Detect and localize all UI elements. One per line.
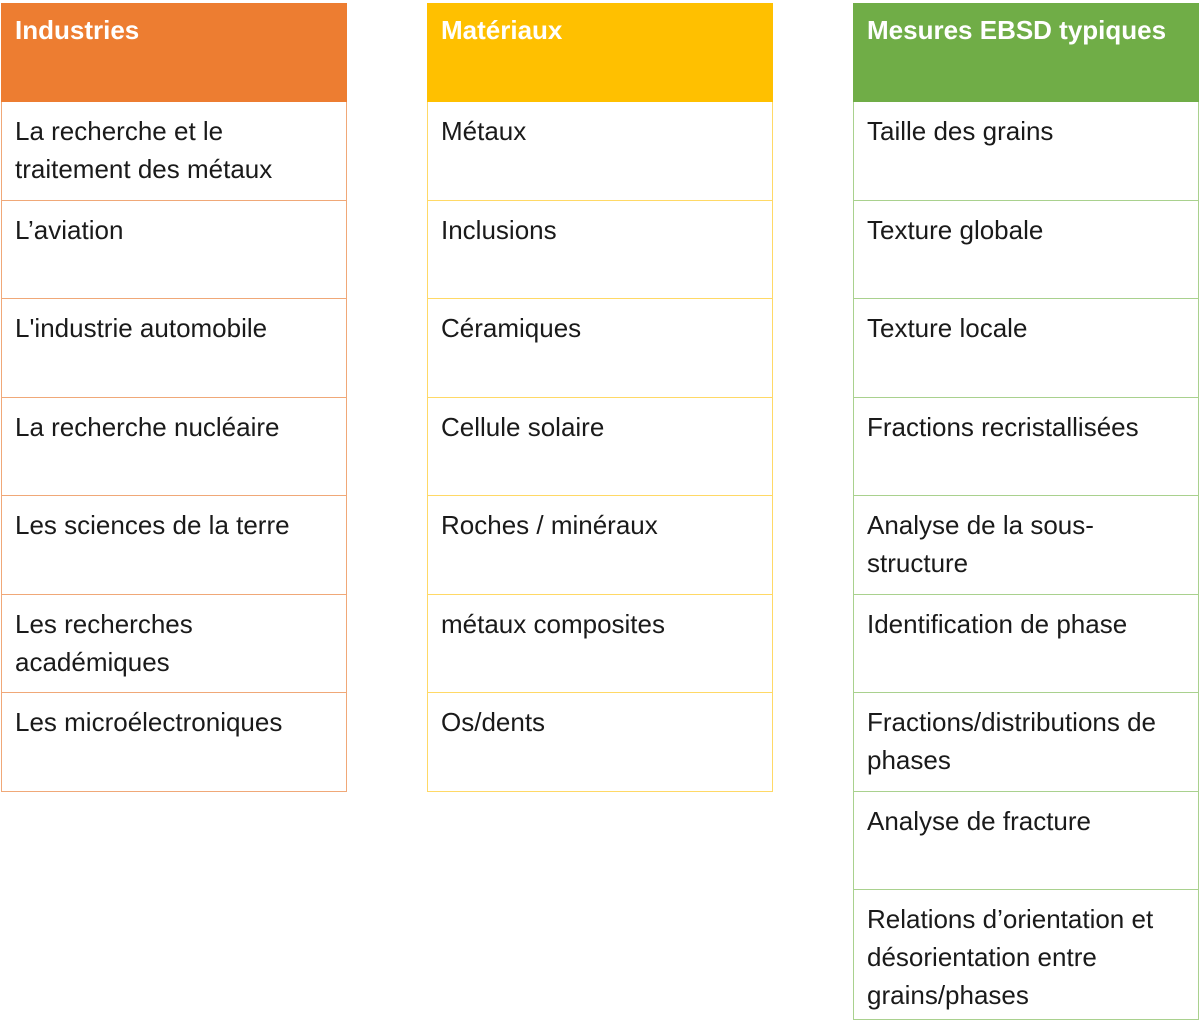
table-row: Cellule solaire bbox=[427, 398, 773, 497]
table-row: Fractions/distributions de phases bbox=[853, 693, 1199, 792]
table-row: Fractions recristallisées bbox=[853, 398, 1199, 497]
materials-table bbox=[427, 3, 773, 792]
table-row: La recherche nucléaire bbox=[1, 398, 347, 497]
ebsd-measures-header: Mesures EBSD typiques bbox=[853, 3, 1199, 102]
table-row: Céramiques bbox=[427, 299, 773, 398]
table-row: Inclusions bbox=[427, 201, 773, 300]
materials-list bbox=[427, 102, 773, 792]
table-row: Roches / minéraux bbox=[427, 496, 773, 595]
table-row: Identification de phase bbox=[853, 595, 1199, 694]
table-row: métaux composites bbox=[427, 595, 773, 694]
table-row: Texture globale bbox=[853, 201, 1199, 300]
industries-table bbox=[1, 3, 347, 792]
industries-list bbox=[1, 102, 347, 792]
table-row: La recherche et le traitement des métaux bbox=[1, 102, 347, 201]
table-row: Les microélectroniques bbox=[1, 693, 347, 792]
table-row: Relations d’orientation et désorientation entre grains/phases bbox=[853, 890, 1199, 1020]
ebsd-measures-list bbox=[853, 102, 1199, 1020]
materials-header: Matériaux bbox=[427, 3, 773, 102]
table-row: Métaux bbox=[427, 102, 773, 201]
ebsd-measures-table bbox=[853, 3, 1199, 1020]
table-row: Analyse de fracture bbox=[853, 792, 1199, 891]
table-row: Les recherches académiques bbox=[1, 595, 347, 694]
table-row: Texture locale bbox=[853, 299, 1199, 398]
table-row: Analyse de la sous-structure bbox=[853, 496, 1199, 595]
table-row: L'industrie automobile bbox=[1, 299, 347, 398]
table-row: Taille des grains bbox=[853, 102, 1199, 201]
industries-header: Industries bbox=[1, 3, 347, 102]
table-row: Os/dents bbox=[427, 693, 773, 792]
table-row: L’aviation bbox=[1, 201, 347, 300]
table-row: Les sciences de la terre bbox=[1, 496, 347, 595]
